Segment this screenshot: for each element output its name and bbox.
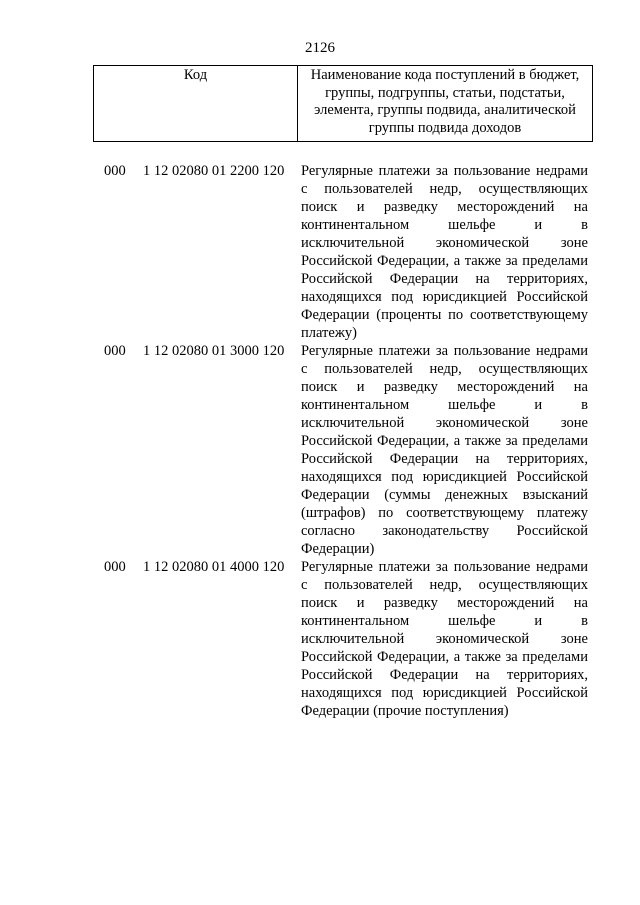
admin-code: 000 xyxy=(104,343,126,359)
table-header xyxy=(93,65,593,142)
income-code: 1 12 02080 01 2200 120 xyxy=(143,163,285,179)
table-row xyxy=(0,342,640,558)
income-description: Регулярные платежи за пользование недрами с пользователей недр, осуществляющих поиск и разведку месторождений на континентальном шельфе и в исключительной экономической зоне Российской Федерации, а также за пределами Российской Федерации на территориях, находящихся под юрисдикцией Российской Федерации (суммы денежных взысканий (штрафов) по соответствующему платежу согласно законодательству Российской Федерации) xyxy=(301,343,588,557)
income-code-list xyxy=(0,162,640,720)
table-row xyxy=(0,558,640,720)
income-code: 1 12 02080 01 3000 120 xyxy=(143,343,285,359)
income-code: 1 12 02080 01 4000 120 xyxy=(143,559,285,575)
name-column-header: Наименование кода поступлений в бюджет, группы, подгруппы, статьи, подстатьи, элемента, группы подвида, аналитической группы подвида доходов xyxy=(298,66,593,142)
income-description: Регулярные платежи за пользование недрами с пользователей недр, осуществляющих поиск и разведку месторождений на континентальном шельфе и в исключительной экономической зоне Российской Федерации, а также за пределами Российской Федерации на территориях, находящихся под юрисдикцией Российской Федерации (проценты по соответствующему платежу) xyxy=(301,163,588,341)
admin-code: 000 xyxy=(104,559,126,575)
admin-code: 000 xyxy=(104,163,126,179)
page-number: 2126 xyxy=(305,40,335,56)
table-row xyxy=(0,162,640,342)
income-description: Регулярные платежи за пользование недрами с пользователей недр, осуществляющих поиск и разведку месторождений на континентальном шельфе и в исключительной экономической зоне Российской Федерации, а также за пределами Российской Федерации на территориях, находящихся под юрисдикцией Российской Федерации (прочие поступления) xyxy=(301,559,588,719)
code-column-header: Код xyxy=(94,66,298,142)
